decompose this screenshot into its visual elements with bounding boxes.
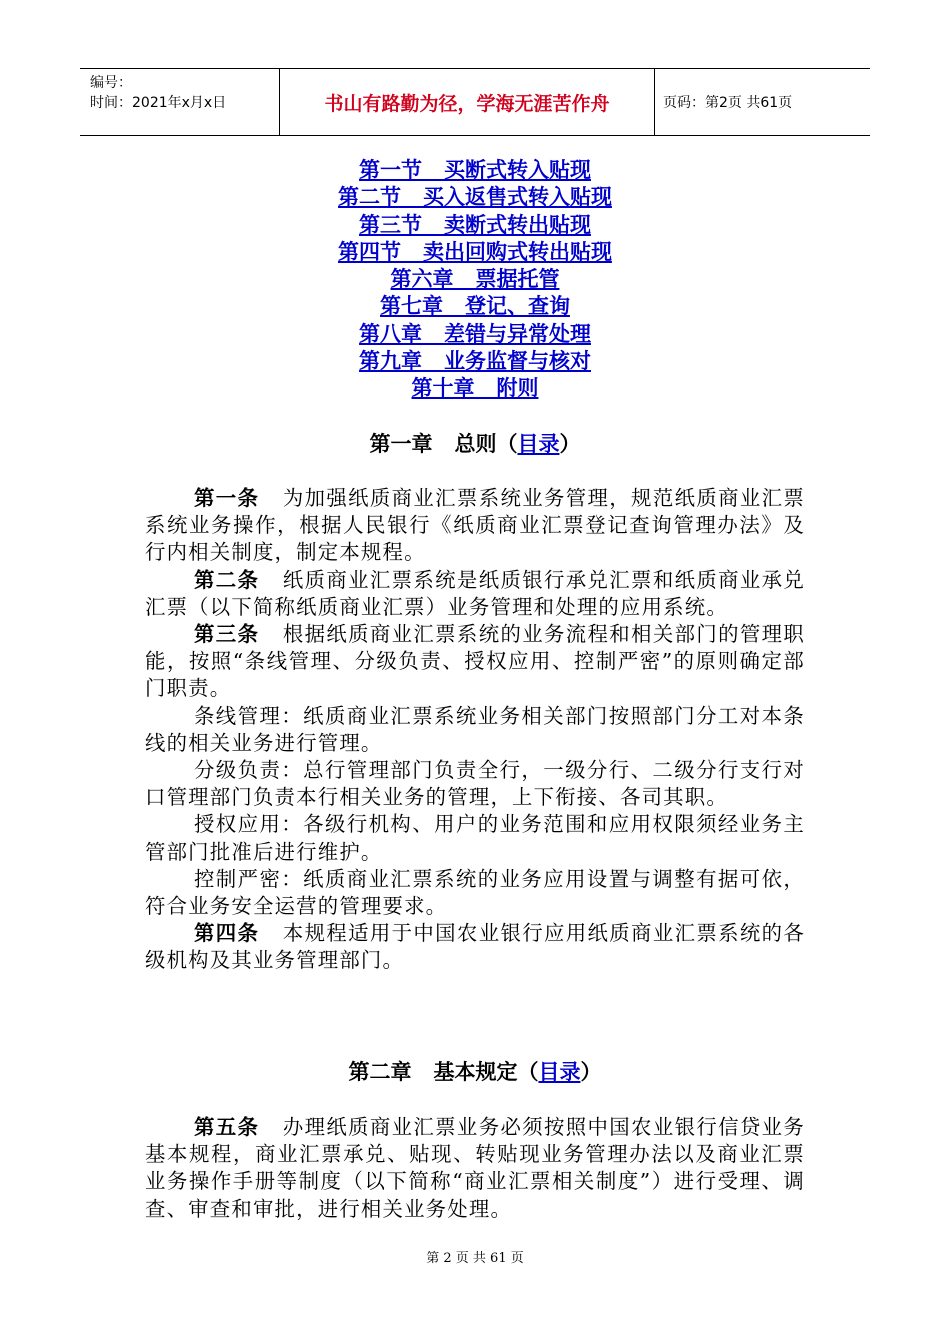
article-text: 条线管理：纸质商业汇票系统业务相关部门按照部门分工对本条线的相关业务进行管理。: [145, 703, 805, 755]
contents-link[interactable]: 目录: [538, 1060, 581, 1084]
toc-link[interactable]: 第三节 卖断式转出贴现: [359, 212, 591, 237]
page-footer: 第 2 页 共 61 页: [426, 1251, 524, 1266]
article-paragraph: [145, 1114, 805, 1223]
chapter-title: 第一章 总则（: [369, 432, 518, 456]
article-text: 为加强纸质商业汇票系统业务管理，规范纸质商业汇票系统业务操作，根据人民银行《纸质商业汇票登记查询管理办法》及行内相关制度，制定本规程。: [145, 486, 805, 565]
article-label: 第五条: [193, 1115, 260, 1139]
doc-number-label: 编号：: [90, 75, 132, 91]
chapter-close: ）: [559, 432, 581, 456]
chapter-2-body: [145, 1114, 805, 1223]
article-paragraph: [145, 920, 805, 974]
toc-link[interactable]: 第六章 票据托管: [390, 267, 560, 292]
chapter-1-heading: [0, 430, 950, 458]
article-paragraph: [145, 703, 805, 757]
chapter-close: ）: [580, 1060, 602, 1084]
toc-link[interactable]: 第八章 差错与异常处理: [359, 321, 591, 346]
header-page-code: 页码：第2页 共61页: [663, 95, 793, 111]
toc-link[interactable]: 第四节 卖出回购式转出贴现: [338, 239, 612, 264]
chapter-1-body: [145, 485, 805, 975]
article-paragraph: [145, 567, 805, 621]
article-paragraph: [145, 621, 805, 703]
article-label: 第一条: [193, 486, 260, 510]
article-text: 控制严密：纸质商业汇票系统的业务应用设置与调整有据可依，符合业务安全运营的管理要求。: [145, 866, 805, 919]
article-text: 纸质商业汇票系统是纸质银行承兑汇票和纸质商业承兑汇票（以下简称纸质商业汇票）业务管理和处理的应用系统。: [145, 567, 805, 619]
doc-time-label: 时间：2021年x月x日: [90, 95, 227, 111]
article-paragraph: [145, 866, 805, 920]
article-paragraph: [145, 485, 805, 567]
chapter-title: 第二章 基本规定（: [348, 1060, 539, 1084]
article-label: 第四条: [193, 921, 260, 946]
article-label: 第二条: [193, 567, 260, 592]
article-text: 分级负责：总行管理部门负责全行，一级分行、二级分行支行对口管理部门负责本行相关业务的管理，上下衔接、各司其职。: [145, 758, 805, 810]
article-text: 根据纸质商业汇票系统的业务流程和相关部门的管理职能，按照“条线管理、分级负责、授权应用、控制严密”的原则确定部门职责。: [145, 622, 805, 701]
toc-link[interactable]: 第二节 买入返售式转入贴现: [338, 185, 612, 210]
toc-link[interactable]: 第十章 附则: [411, 376, 539, 401]
toc-link[interactable]: 第七章 登记、查询: [380, 294, 570, 319]
article-text: 办理纸质商业汇票业务必须按照中国农业银行信贷业务基本规程，商业汇票承兑、贴现、转贴现业务管理办法以及商业汇票业务操作手册等制度（以下简称“商业汇票相关制度”）进行受理、调查、审查和审批，进行相关业务处理。: [145, 1115, 805, 1221]
article-label: 第三条: [193, 622, 260, 647]
article-paragraph: [145, 811, 805, 865]
article-text: 授权应用：各级行机构、用户的业务范围和应用权限须经业务主管部门批准后进行维护。: [145, 812, 805, 864]
contents-link[interactable]: 目录: [517, 432, 560, 456]
header-motto: 书山有路勤为径，学海无涯苦作舟: [280, 69, 655, 135]
header-meta: [80, 69, 280, 135]
table-of-contents: [0, 157, 950, 403]
article-text: 本规程适用于中国农业银行应用纸质商业汇票系统的各级机构及其业务管理部门。: [145, 921, 805, 973]
article-paragraph: [145, 757, 805, 811]
chapter-2-heading: [0, 1058, 950, 1086]
toc-link[interactable]: 第九章 业务监督与核对: [359, 349, 591, 374]
page-header: [80, 68, 870, 136]
toc-link[interactable]: 第一节 买断式转入贴现: [359, 158, 591, 182]
